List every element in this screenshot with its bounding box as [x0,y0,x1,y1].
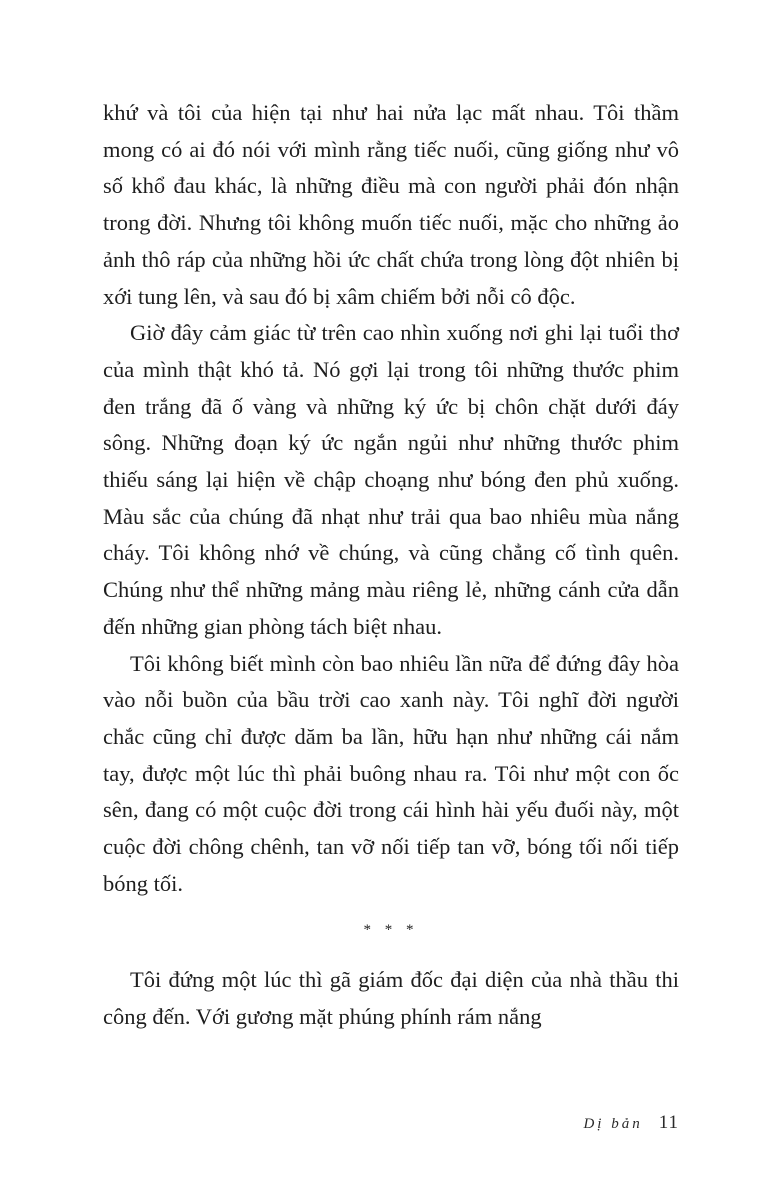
body-text [103,95,679,1036]
page-footer [583,1112,679,1134]
paragraph: Giờ đây cảm giác từ trên cao nhìn xuống nơi ghi lại tuổi thơ của mình thật khó tả. Nó gợi lại trong tôi những thước phim đen trắng đã ố vàng và những ký ức bị chôn chặt dưới đáy sông. Những đoạn ký ức ngắn ngủi như những thước phim thiếu sáng lại hiện về chập choạng như bóng đen phủ xuống. Màu sắc của chúng đã nhạt như trải qua bao nhiêu mùa nắng cháy. Tôi không nhớ về chúng, và cũng chẳng cố tình quên. Chúng như thể những mảng màu riêng lẻ, những cánh cửa dẫn đến những gian phòng tách biệt nhau. [103,320,679,639]
running-title: Dị bản [583,1116,643,1132]
page-number: 11 [658,1112,679,1133]
section-separator: * * * [363,922,419,939]
paragraph-continued: khứ và tôi của hiện tại như hai nửa lạc mất nhau. Tôi thầm mong có ai đó nói với mình rằng tiếc nuối, cũng giống như vô số khổ đau khác, là những điều mà con người phải đón nhận trong đời. Nhưng tôi không muốn tiếc nuối, mặc cho những ảo ảnh thô ráp của những hồi ức chất chứa trong lòng đột nhiên bị xới tung lên, và sau đó bị xâm chiếm bởi nỗi cô độc. [103,100,679,309]
paragraph: Tôi không biết mình còn bao nhiêu lần nữa để đứng đây hòa vào nỗi buồn của bầu trời cao xanh này. Tôi nghĩ đời người chắc cũng chỉ được dăm ba lần, hữu hạn như những cái nắm tay, được một lúc thì phải buông nhau ra. Tôi như một con ốc sên, đang có một cuộc đời trong cái hình hài yếu đuối này, một cuộc đời chông chênh, tan vỡ nối tiếp tan vỡ, bóng tối nối tiếp bóng tối. [103,650,679,896]
paragraph: Tôi đứng một lúc thì gã giám đốc đại diện của nhà thầu thi công đến. Với gương mặt phúng phính rám nắng [103,967,679,1030]
